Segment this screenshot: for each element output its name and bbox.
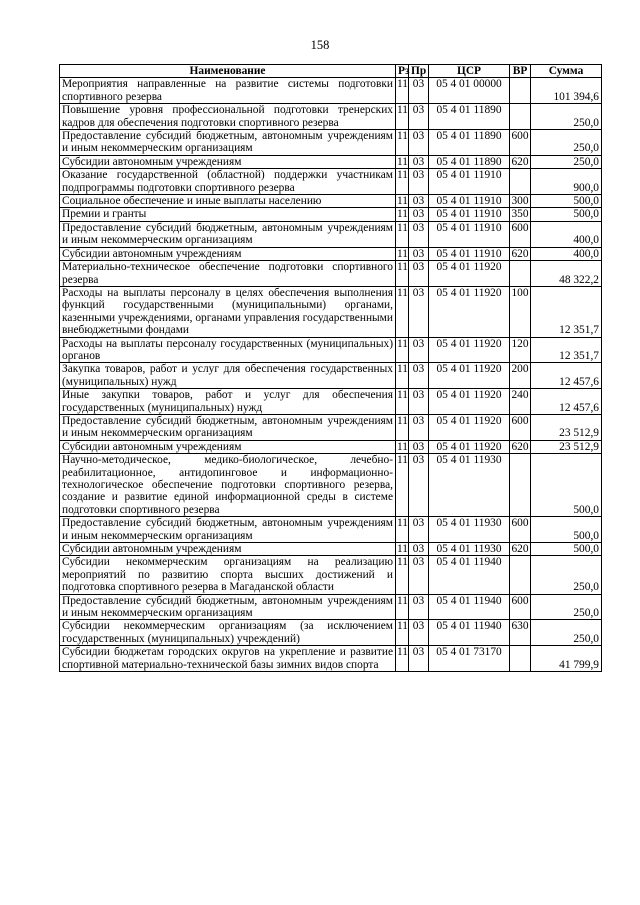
row-pr-cell: 03 <box>409 620 429 646</box>
row-name-cell: Оказание государственной (областной) поддержки участникам подпрограммы подготовки спортивного резерва <box>60 169 396 195</box>
row-sum-cell: 500,0 <box>531 208 602 221</box>
row-vr-cell: 600 <box>510 517 531 543</box>
row-name-cell: Субсидии автономным учреждениям <box>60 543 396 556</box>
row-sum-cell: 500,0 <box>531 454 602 517</box>
table-row <box>60 169 602 195</box>
row-pr-cell: 03 <box>409 286 429 337</box>
page-number: 158 <box>310 38 330 52</box>
row-vr-cell: 200 <box>510 363 531 389</box>
table-row <box>60 104 602 130</box>
row-vr-cell <box>510 454 531 517</box>
row-pr-cell: 03 <box>409 155 429 168</box>
header-sum: Сумма <box>531 65 602 78</box>
row-sum-cell: 900,0 <box>531 169 602 195</box>
row-sum-cell: 500,0 <box>531 195 602 208</box>
header-pr: Пр <box>409 65 429 78</box>
row-rz-cell: 11 <box>396 130 409 156</box>
row-sum-cell: 23 512,9 <box>531 440 602 453</box>
row-pr-cell: 03 <box>409 195 429 208</box>
row-pr-cell: 03 <box>409 543 429 556</box>
row-csr-cell: 05 4 01 11910 <box>429 221 510 247</box>
row-rz-cell: 11 <box>397 543 408 556</box>
row-sum-cell: 250,0 <box>531 620 602 646</box>
row-rz-cell: 11 <box>397 195 408 208</box>
row-sum-cell: 12 351,7 <box>531 286 602 337</box>
row-vr-cell: 600 <box>510 130 531 156</box>
row-name-cell: Мероприятия направленные на развитие системы подготовки спортивного резерва <box>60 78 396 104</box>
row-pr-cell: 03 <box>409 130 429 156</box>
row-pr-cell: 03 <box>409 414 429 440</box>
row-name-cell: Субсидии автономным учреждениям <box>60 247 396 260</box>
row-vr-cell: 600 <box>510 414 531 440</box>
row-pr-cell: 03 <box>409 208 429 221</box>
row-csr-cell: 05 4 01 11920 <box>429 286 510 337</box>
row-name-cell: Субсидии автономным учреждениям <box>60 155 396 168</box>
row-name-cell: Материально-техническое обеспечение подготовки спортивного резерва <box>60 261 396 287</box>
table-row <box>60 155 602 168</box>
row-rz-cell: 11 <box>396 286 409 337</box>
row-csr-cell: 05 4 01 11910 <box>429 208 510 221</box>
row-sum-cell: 23 512,9 <box>531 414 602 440</box>
table-row <box>60 556 602 594</box>
row-sum-cell: 250,0 <box>531 594 602 620</box>
table-row <box>60 594 602 620</box>
row-vr-cell <box>510 169 531 195</box>
row-vr-cell: 350 <box>511 208 529 221</box>
row-vr-cell: 240 <box>510 389 531 415</box>
table-row <box>60 286 602 337</box>
row-vr-cell <box>510 261 531 287</box>
row-vr-cell: 120 <box>510 337 531 363</box>
row-rz-cell: 11 <box>396 389 409 415</box>
row-csr-cell: 05 4 01 11890 <box>429 104 510 130</box>
row-name-cell: Социальное обеспечение и иные выплаты населению <box>60 195 396 208</box>
row-pr-cell: 03 <box>409 221 429 247</box>
row-csr-cell: 05 4 01 11910 <box>429 169 510 195</box>
table-row <box>60 414 602 440</box>
row-vr-cell: 620 <box>511 543 529 556</box>
row-name-cell: Предоставление субсидий бюджетным, автономным учреждениям и иным некоммерческим организациям <box>60 594 396 620</box>
row-csr-cell: 05 4 01 11930 <box>429 517 510 543</box>
table-row <box>60 454 602 517</box>
row-vr-cell <box>510 556 531 594</box>
row-name-cell: Предоставление субсидий бюджетным, автономным учреждениям и иным некоммерческим организациям <box>60 130 396 156</box>
row-rz-cell: 11 <box>397 247 408 260</box>
row-csr-cell: 05 4 01 11920 <box>429 363 510 389</box>
table-row <box>60 221 602 247</box>
row-csr-cell: 05 4 01 11930 <box>429 543 510 556</box>
row-vr-cell: 620 <box>511 155 529 168</box>
table-row <box>60 440 602 453</box>
row-sum-cell: 12 457,6 <box>531 363 602 389</box>
table-row <box>60 261 602 287</box>
row-name-cell: Предоставление субсидий бюджетным, автономным учреждениям и иным некоммерческим организациям <box>60 517 396 543</box>
row-pr-cell: 03 <box>409 594 429 620</box>
row-pr-cell: 03 <box>409 337 429 363</box>
table-row <box>60 208 602 221</box>
row-name-cell: Субсидии автономным учреждениям <box>60 440 396 453</box>
table-row <box>60 337 602 363</box>
table-row <box>60 78 602 104</box>
row-rz-cell: 11 <box>396 620 409 646</box>
row-name-cell: Расходы на выплаты персоналу государственных (муниципальных) органов <box>60 337 396 363</box>
row-csr-cell: 05 4 01 73170 <box>429 646 510 672</box>
row-sum-cell: 400,0 <box>531 247 602 260</box>
table-row <box>60 363 602 389</box>
row-rz-cell: 11 <box>396 646 409 672</box>
row-vr-cell <box>510 78 531 104</box>
row-csr-cell: 05 4 01 11920 <box>429 337 510 363</box>
row-rz-cell: 11 <box>396 594 409 620</box>
row-pr-cell: 03 <box>409 440 429 453</box>
row-sum-cell: 41 799,9 <box>531 646 602 672</box>
row-name-cell: Премии и гранты <box>60 208 396 221</box>
row-pr-cell: 03 <box>409 454 429 517</box>
row-csr-cell: 05 4 01 11930 <box>429 454 510 517</box>
row-rz-cell: 11 <box>396 556 409 594</box>
header-name: Наименование <box>60 65 396 78</box>
row-name-cell: Расходы на выплаты персоналу в целях обеспечения выполнения функций государственными (муниципальными) органами, казенными учреждениями, органами управления государственными внебюджетными фондами <box>60 286 396 337</box>
row-rz-cell: 11 <box>396 169 409 195</box>
row-pr-cell: 03 <box>409 169 429 195</box>
row-rz-cell: 11 <box>396 414 409 440</box>
row-pr-cell: 03 <box>409 78 429 104</box>
row-sum-cell: 250,0 <box>531 556 602 594</box>
row-name-cell: Субсидии некоммерческим организациям (за исключением государственных (муниципальных) учреждений) <box>60 620 396 646</box>
row-pr-cell: 03 <box>409 646 429 672</box>
row-sum-cell: 101 394,6 <box>531 78 602 104</box>
table-row <box>60 195 602 208</box>
header-rz: Рз <box>396 65 409 78</box>
row-rz-cell: 11 <box>396 454 409 517</box>
row-csr-cell: 05 4 01 11940 <box>429 556 510 594</box>
row-pr-cell: 03 <box>409 389 429 415</box>
row-sum-cell: 500,0 <box>531 517 602 543</box>
row-sum-cell: 48 322,2 <box>531 261 602 287</box>
row-vr-cell <box>510 646 531 672</box>
row-pr-cell: 03 <box>409 363 429 389</box>
table-row <box>60 543 602 556</box>
row-sum-cell: 500,0 <box>531 543 602 556</box>
row-vr-cell: 600 <box>510 594 531 620</box>
row-rz-cell: 11 <box>396 363 409 389</box>
row-vr-cell: 620 <box>511 247 529 260</box>
header-csr: ЦСР <box>429 65 510 78</box>
row-rz-cell: 11 <box>396 104 409 130</box>
row-rz-cell: 11 <box>396 261 409 287</box>
row-name-cell: Повышение уровня профессиональной подготовки тренерских кадров для обеспечения подготовки спортивного резерва <box>60 104 396 130</box>
row-csr-cell: 05 4 01 11920 <box>429 440 510 453</box>
row-rz-cell: 11 <box>396 221 409 247</box>
row-name-cell: Научно-методическое, медико-биологическое, лечебно-реабилитационное, антидопинговое и информационно-технологическое обеспечение подготовки спортивного резерва, создание и развитие единой информационной среды в системе подготовки спортивного резерва <box>60 454 396 517</box>
table-row <box>60 517 602 543</box>
row-rz-cell: 11 <box>397 208 408 221</box>
row-csr-cell: 05 4 01 11910 <box>429 195 510 208</box>
header-vr: ВР <box>510 65 531 78</box>
row-rz-cell: 11 <box>397 155 408 168</box>
row-csr-cell: 05 4 01 11920 <box>429 261 510 287</box>
row-pr-cell: 03 <box>409 517 429 543</box>
row-rz-cell: 11 <box>397 440 408 453</box>
row-pr-cell: 03 <box>409 556 429 594</box>
row-sum-cell: 250,0 <box>531 104 602 130</box>
row-vr-cell: 100 <box>510 286 531 337</box>
row-csr-cell: 05 4 01 11910 <box>429 247 510 260</box>
table-row <box>60 620 602 646</box>
row-vr-cell: 600 <box>510 221 531 247</box>
row-csr-cell: 05 4 01 11920 <box>429 414 510 440</box>
row-rz-cell: 11 <box>396 517 409 543</box>
table-body <box>60 78 602 672</box>
row-rz-cell: 11 <box>396 337 409 363</box>
row-rz-cell: 11 <box>396 78 409 104</box>
row-csr-cell: 05 4 01 11940 <box>429 594 510 620</box>
row-name-cell: Иные закупки товаров, работ и услуг для обеспечения государственных (муниципальных) нужд <box>60 389 396 415</box>
row-name-cell: Предоставление субсидий бюджетным, автономным учреждениям и иным некоммерческим организациям <box>60 221 396 247</box>
row-pr-cell: 03 <box>409 261 429 287</box>
row-vr-cell: 620 <box>511 440 529 453</box>
table-header-row <box>60 65 602 78</box>
row-name-cell: Закупка товаров, работ и услуг для обеспечения государственных (муниципальных) нужд <box>60 363 396 389</box>
row-sum-cell: 12 457,6 <box>531 389 602 415</box>
row-name-cell: Предоставление субсидий бюджетным, автономным учреждениям и иным некоммерческим организациям <box>60 414 396 440</box>
table-row <box>60 646 602 672</box>
row-vr-cell: 300 <box>511 195 529 208</box>
row-sum-cell: 250,0 <box>531 130 602 156</box>
table-row <box>60 247 602 260</box>
row-vr-cell <box>510 104 531 130</box>
row-sum-cell: 250,0 <box>531 155 602 168</box>
row-csr-cell: 05 4 01 11890 <box>429 130 510 156</box>
budget-table <box>59 64 602 672</box>
row-pr-cell: 03 <box>409 104 429 130</box>
table-row <box>60 389 602 415</box>
row-name-cell: Субсидии некоммерческим организациям на реализацию мероприятий по развитию спорта высших достижений и подготовка спортивного резерва в Магаданской области <box>60 556 396 594</box>
row-pr-cell: 03 <box>409 247 429 260</box>
row-name-cell: Субсидии бюджетам городских округов на укрепление и развитие спортивной материально-технической базы зимних видов спорта <box>60 646 396 672</box>
table-row <box>60 130 602 156</box>
row-csr-cell: 05 4 01 11940 <box>429 620 510 646</box>
row-sum-cell: 400,0 <box>531 221 602 247</box>
row-vr-cell: 630 <box>510 620 531 646</box>
row-sum-cell: 12 351,7 <box>531 337 602 363</box>
row-csr-cell: 05 4 01 11890 <box>429 155 510 168</box>
row-csr-cell: 05 4 01 00000 <box>429 78 510 104</box>
row-csr-cell: 05 4 01 11920 <box>429 389 510 415</box>
